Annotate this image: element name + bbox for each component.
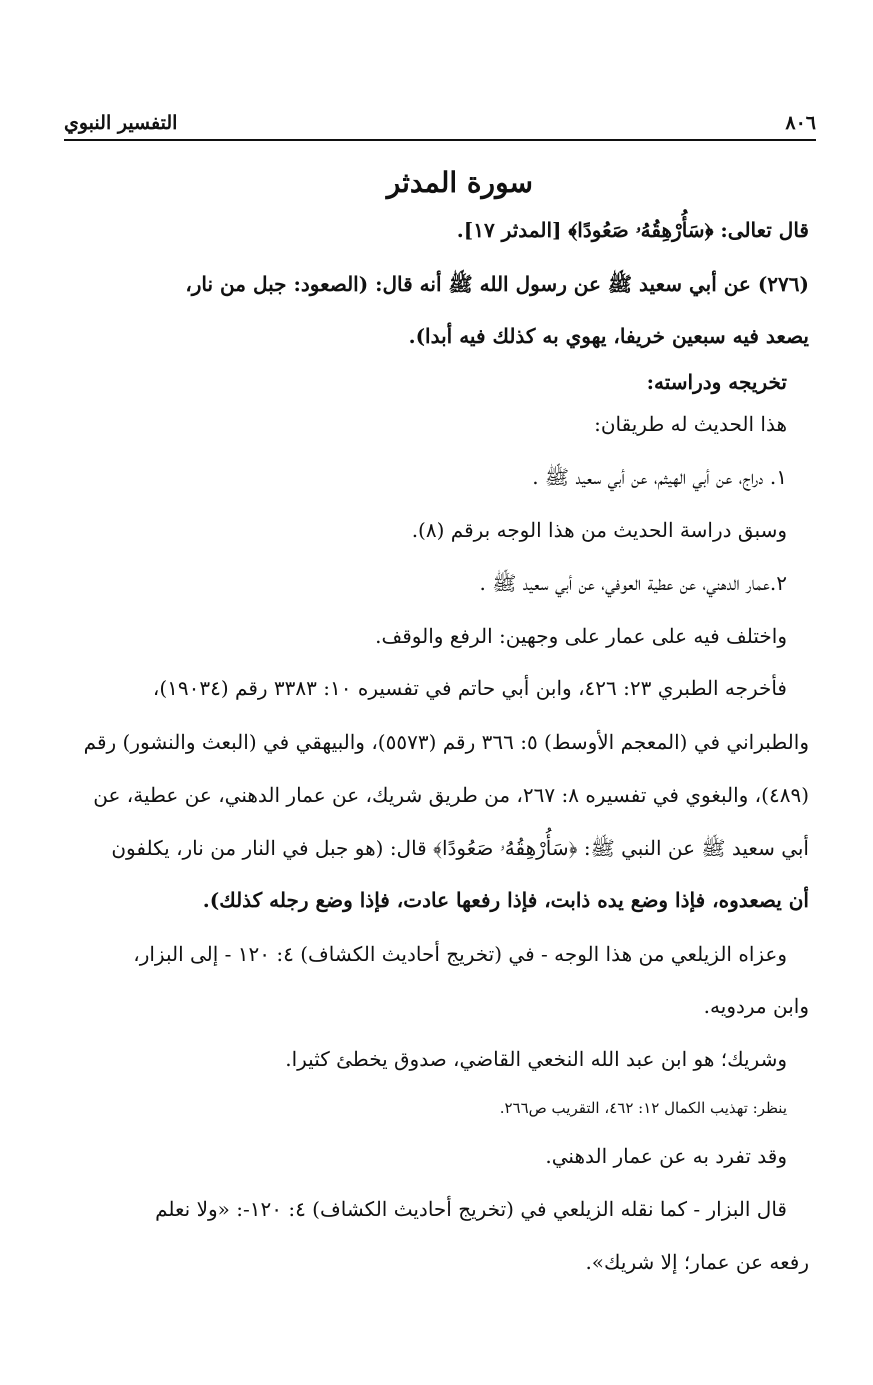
akhrajahu-line-1: فأخرجه الطبري ٢٣: ٤٢٦، وابن أبي حاتم في تفسيره ١٠: ٣٣٨٣ رقم (١٩٠٣٤)، bbox=[152, 676, 787, 700]
page-header bbox=[64, 112, 816, 140]
paths-intro: هذا الحديث له طريقان: bbox=[594, 412, 787, 436]
takhrij-heading: تخريجه ودراسته: bbox=[646, 370, 787, 394]
akhrajahu-line-3: (٤٨٩)، والبغوي في تفسيره ٨: ٢٦٧، من طريق شريك، عن عمار الدهني، عن عطية، عن bbox=[93, 783, 809, 807]
akhrajahu-line-5: أن يصعدوه، فإذا وضع يده ذابت، فإذا رفعها عادت، فإذا وضع رجله كذلك). bbox=[202, 888, 809, 912]
sharik-reference: ينظر: تهذيب الكمال ١٢: ٤٦٢، التقريب ص٢٦٦. bbox=[499, 1099, 787, 1117]
sura-title: سورة المدثر bbox=[386, 166, 533, 199]
hadith-line-1: (٢٧٦) عن أبي سعيد ﷺ عن رسول الله ﷺ أنه قال: (الصعود: جبل من نار، bbox=[185, 272, 809, 296]
zaylai-line-1: وعزاه الزيلعي من هذا الوجه - في (تخريج أحاديث الكشاف) ٤: ١٢٠ - إلى البزار، bbox=[133, 942, 787, 966]
running-title: التفسير النبوي bbox=[64, 112, 178, 134]
path-1: ١. دراج، عن أبي الهيثم، عن أبي سعيد ﷺ . bbox=[532, 465, 787, 489]
header-rule bbox=[64, 139, 816, 141]
sharik-note: وشريك؛ هو ابن عبد الله النخعي القاضي، صدوق يخطئ كثيرا. bbox=[285, 1047, 787, 1071]
hadith-line-2: يصعد فيه سبعين خريفا، يهوي به كذلك فيه أبدا). bbox=[408, 324, 809, 348]
bazzar-line-2: رفعه عن عمار؛ إلا شريك». bbox=[585, 1250, 809, 1274]
akhrajahu-line-4: أبي سعيد ﷺ عن النبي ﷺ: ﴿سَأُرْهِقُهُۥ صَعُودًا﴾ قال: (هو جبل في النار من نار، يكلفون bbox=[111, 836, 809, 860]
tafarrud-note: وقد تفرد به عن عمار الدهني. bbox=[545, 1144, 787, 1168]
verse-intro: قال تعالى: ﴿سَأُرْهِقُهُۥ صَعُودًا﴾ [المدثر ١٧]. bbox=[456, 218, 809, 242]
page-number: ٨٠٦ bbox=[785, 112, 816, 134]
path-2: ٢.عمار الدهني، عن عطية العوفي، عن أبي سعيد ﷺ . bbox=[479, 571, 787, 595]
ikhtilaf: واختلف فيه على عمار على وجهين: الرفع والوقف. bbox=[375, 624, 787, 648]
akhrajahu-line-2: والطبراني في (المعجم الأوسط) ٥: ٣٦٦ رقم (٥٥٧٣)، والبيهقي في (البعث والنشور) رقم bbox=[83, 730, 809, 754]
path-1-note: وسبق دراسة الحديث من هذا الوجه برقم (٨). bbox=[411, 518, 787, 542]
bazzar-line-1: قال البزار - كما نقله الزيلعي في (تخريج أحاديث الكشاف) ٤: ١٢٠-: «ولا نعلم bbox=[155, 1197, 787, 1221]
zaylai-line-2: وابن مردويه. bbox=[703, 994, 809, 1018]
